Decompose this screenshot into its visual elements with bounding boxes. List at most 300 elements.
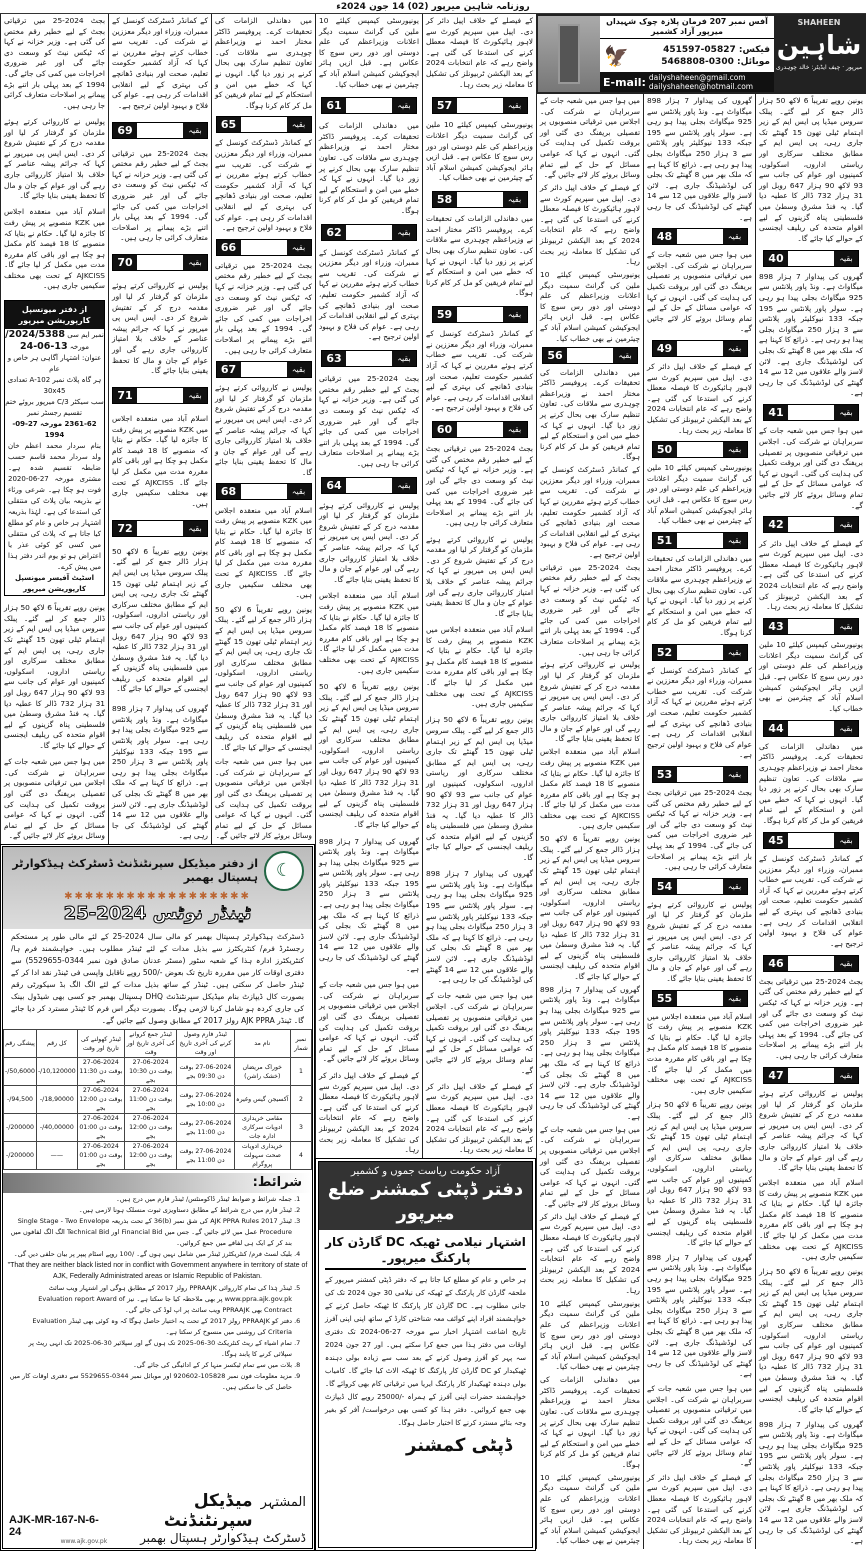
- continuation-number: 66: [217, 240, 241, 255]
- article-text: کے کمانڈر ڈسٹرکٹ کونسل کے ممبران، وزراء اور دیگر معززین نے شرکت کی۔ تقریب سے خطاب کرتے ہوئے مقررین نے کہا کہ آزاد کشمیر حکومت تعلیم، صحت اور بنیادی ڈھانچے کی بہتری کے لیے انقلابی اقدامات کر رہی ہے۔ عوام کی فلاح و بہبود اولین ترجیح ہے۔: [647, 665, 752, 760]
- notice-subject: عنوان: اشتہار آگاہی ہر خاص و عام: [7, 353, 102, 373]
- continuation-spacer: [677, 533, 723, 548]
- condition-item: 7. تمام اشیاء کے ریٹ کنٹریکٹ 30-06-2025 تک ہوں گے اور سپلائیر 30-06-2025 تک انہی ریٹ پر سپلائی کرنے کا پابند ہوگا۔: [9, 1338, 292, 1360]
- article-text: بجٹ 2024-25 میں ترقیاتی بجٹ کے لیے خطیر رقم مختص کی گئی ہے۔ وزیر خزانہ نے کہا کہ ٹیکس نیٹ کو وسعت دی جائے گی اور غیر ضروری اخراجات میں کمی کی جائے گی۔ 1994 کے بعد پہلی بار اتنے بڑے پیمانے پر اصلاحات متعارف کرائی جا رہی ہیں۔: [759, 976, 863, 1061]
- table-cell: 200000/-: [4, 1142, 37, 1170]
- article-text: میں ہوا جس میں شعبہ جات کے سربراہان نے شرکت کی۔ اجلاس میں ترقیاتی منصوبوں پر تفصیلی بریفنگ دی گئی اور بروقت تکمیل کی ہدایت کی گئی۔ انہوں نے کہا کہ عوامی مسائل کے حل کے لیے تمام وسائل بروئے کار لائے جائیں گے۔: [647, 250, 752, 334]
- article-text: بجٹ 2024-25 میں ترقیاتی بجٹ کے لیے خطیر رقم مختص کی گئی ہے۔ وزیر خزانہ نے کہا کہ ٹیکس نیٹ کو وسعت دی جائے گی اور غیر ضروری اخراجات میں کمی کی جائے گی۔ 1994 کے بعد پہلی بار اتنے بڑے پیمانے پر اصلاحات متعارف کرائی جا رہی ہیں۔: [4, 16, 106, 110]
- continuation-label: بقیہ: [834, 517, 858, 532]
- table-cell: 3: [290, 1114, 311, 1142]
- condition-item: 9. مزید معلومات فون نمبر 105828-920602 اور موبائل نمبر 0344-5529655 سے دفتری اوقات کار میں حاصل کی جا سکتی ہیں۔: [9, 1371, 292, 1393]
- table-cell: 18,90000/-: [36, 1086, 77, 1114]
- continuation-label: بقیہ: [392, 478, 416, 493]
- continuation-number: 40: [764, 251, 788, 266]
- continuation-label: بقیہ: [183, 521, 207, 536]
- article-text: گھروں کی پیداوار 7 ہزار 898 میگاواٹ ہے۔ ونڈ پاور پلانٹس سے 925 میگاواٹ بجلی پیدا ہو رہی ہے۔ سولر پاور پلانٹس سے 195 جبکہ 133 نیوکلیئر پاور پلانٹس سے 3 ہزار 250 میگاواٹ بجلی پیدا ہو رہی ہے۔ ذرائع کا کہنا ہے کہ ملک بھر میں 8 گھنٹے تک بجلی کی لوڈشیڈنگ جاری ہے۔ لائن لاسز والے علاقوں میں 12 سے 14 گھنٹے کی لوڈشیڈنگ کی جا رہی ہے۔: [647, 1252, 753, 1379]
- continuation-number: 56: [543, 348, 567, 363]
- condition-item: 1. جملہ شرائط و ضوابط ٹینڈر ڈاکومنٹس/ ٹینڈر فارم میں درج ہیں۔: [9, 1194, 292, 1205]
- continuation-number: 70: [113, 255, 137, 270]
- continuation-number: 49: [653, 341, 677, 356]
- continuation-spacer: [457, 307, 503, 322]
- table-cell: 27-06-2024 بوقت دن 01:00 بجے: [77, 1142, 124, 1170]
- article-text: کے فیصلے کے خلاف اپیل دائر کر دی۔ اپیل میں سپریم کورٹ سے لاہور ہائیکورٹ کا فیصلہ معطل کرنے کی استدعا کی گئی ہے۔ واضح رہے کہ عام انتخابات 2024 کے بعد الیکشن ٹربیونلز کی تشکیل کا معاملہ زیر بحث رہا۔: [540, 182, 640, 267]
- continuation-label: بقیہ: [287, 484, 311, 499]
- website-link[interactable]: www.ajk.gov.pk: [60, 1538, 108, 1545]
- condition-item: 6. دفتر کو PPRAAJK رولز 2017 کے تحت یہ اختیار حاصل ہوگا کہ وہ کوئی بھی ٹینڈر Evaluation Criteria کی روشنی میں منسوخ کر سکتا ہے۔: [9, 1316, 292, 1338]
- continuation-label: بقیہ: [834, 956, 858, 971]
- continuation-spacer: [241, 362, 287, 377]
- article-text: پولیس نے کارروائی کرتے ہوئے ملزمان کو گرفتار کر لیا اور مقدمہ درج کر کے تفتیش شروع کر دی۔ ایس ایس پی میرپور نے کہا کہ جرائم پیشہ عناصر کے خلاف بلا امتیاز کارروائی جاری رہے گی اور عوام کے جان و مال کا تحفظ یقینی بنایا جائے گا۔: [540, 660, 640, 744]
- continuation-spacer: [788, 619, 834, 634]
- article-text: پولیس نے کارروائی کرتے ہوئے ملزمان کو گرفتار کر لیا اور مقدمہ درج کر کے تفتیش شروع کر دی۔ ایس ایس پی میرپور نے کہا کہ جرائم پیشہ عناصر کے خلاف بلا امتیاز کارروائی جاری رہے گی اور عوام کے جان و مال کا تحفظ یقینی بنایا جائے گا۔: [112, 281, 208, 376]
- article-text: یونیورسٹی کیمپس کیلئے 10 ملین کی گرانٹ سمیت دیگر اعلانات وزیراعظم کی علم دوستی اور دور رس سوچ کا عکاس ہے۔ قبل ازیں ہائر ایجوکیشن کمیشن اسلام آباد کے چیئرمین نے بھی خطاب کیا۔: [759, 640, 863, 713]
- article-text: یونین روپے تقریباً 6 لاکھ 50 ہزار ڈالر جمع کر لیے گئے۔ پبلک سروس میڈیا پی ایس ایم کے زیر اہتمام ٹیلی تھون 15 گھنٹے تک جاری رہی، پی ایس ایم کے مطابق مختلف سرکاری اور ریاستی اداروں، اسکولوں، کمپنیوں اور عوام کی جانب سے 93 لاکھ 90 ہزار 647 روبل اور 31 ہزار 732 ڈالر کا عطیہ دیا گیا۔ یہ فنڈ مشرق وسطیٰ میں فلسطینی پناہ گزینوں کے لیے اقوام متحدہ کی ریلیف ایجنسی کے حوالے کیا جائے گا۔: [4, 603, 106, 750]
- continuation-number: 42: [764, 517, 788, 532]
- continuation-label: بقیہ: [834, 721, 858, 736]
- article-text: بجٹ 2024-25 میں ترقیاتی بجٹ کے لیے خطیر رقم مختص کی گئی ہے۔ وزیر خزانہ نے کہا کہ ٹیکس نیٹ کو وسعت دی جائے گی اور غیر ضروری اخراجات میں کمی کی جائے گی۔ 1994 کے بعد پہلی بار اتنے بڑے پیمانے پر اصلاحات متعارف کرائی جا رہی ہیں۔: [540, 562, 641, 657]
- left-block: [0, 14, 536, 1551]
- logo-english: SHAHEEN: [797, 18, 841, 27]
- auction-body: ہر خاص و عام کو مطلع کیا جاتا ہے کہ دفتر ڈپٹی کمشنر میرپور کے ملحقہ گارڈن کار پارکنگ کے ٹھیکہ کی نیلامی 30 جون 2024 تک کی جانی مطلوب ہے۔ DC گارڈن کار پارکنگ کا ٹھیکہ حاصل کرنے کے خواہشمند افراد اپنے کوائف معہ شناختی کارڈ کے ساتھ اپنی اپنی آفرز تاریخ اشاعت اشتہار اخبار سے مورخہ 27-06-2024 تک دفتری اوقات میں دفتر ہذا میں جمع کرا سکتے ہیں۔ اور 27 جون 2024 سہ پہر کو آفرز وصول کرنے کے بعد سب سے زیادہ بولی دہندہ ٹھیکیدار کو DC گارڈن کار پارکنگ کا ٹھیکہ الاٹ کیا جائے گا۔ کامیاب بولی دہندہ ٹھیکیدار کار پارکنگ ایریا میں ترقیاتی کام بھی کروائے گا۔ خواہشمند حضرات اپنی آفرز کے ہمراہ -/25000 روپے کال ڈیپازٹ بھی جمع کروائیں۔ دفتر ہذا کو کسی بھی درخواست/ آفر کو بغیر وجہ بتائے مسترد کرنے کا اختیار حاصل ہوگا۔: [325, 1276, 526, 1427]
- article-text: بجٹ 2024-25 میں ترقیاتی بجٹ کے لیے خطیر رقم مختص کی گئی ہے۔ وزیر خزانہ نے کہا کہ ٹیکس نیٹ کو وسعت دی جائے گی اور غیر ضروری اخراجات میں کمی کی جائے گی۔ 1994 کے بعد پہلی بار اتنے بڑے پیمانے پر اصلاحات متعارف کرائی جا رہی ہیں۔: [647, 788, 752, 872]
- continuation-box: [763, 1067, 859, 1084]
- continuation-label: بقیہ: [287, 362, 311, 377]
- continuation-number: 61: [322, 98, 346, 113]
- article-text: میں دھاندلی الزامات کی تحقیقات کرے۔ پروفیسر ڈاکٹر مختار احمد نے وزیراعظم چوہدری سے ملاقات کی۔ تعاون تنظیم سارک بھی بحال کرنے پر زور دیا گیا۔ انہوں نے کہا کہ خطے میں امن و استحکام کے لیے تمام فریقین کو مل کر کام کرنا ہوگا۔: [540, 367, 640, 462]
- continuation-box: [432, 191, 528, 208]
- ad-code: AJK-MR-167-N-6-24: [9, 1514, 99, 1538]
- table-header-row: [4, 1030, 312, 1058]
- article-text: یونین روپے تقریباً 6 لاکھ 50 ہزار ڈالر جمع کر لیے گئے۔ پبلک سروس میڈیا پی ایس ایم کے زیر اہتمام ٹیلی تھون 15 گھنٹے تک جاری رہی، پی ایس ایم کے مطابق مختلف سرکاری اور ریاستی اداروں، اسکولوں، کمپنیوں اور عوام کی جانب سے 93 لاکھ 90 ہزار 647 روبل اور 31 ہزار 732 ڈالر کا عطیہ دیا گیا۔ یہ فنڈ مشرق وسطیٰ میں فلسطینی پناہ گزینوں کے لیے اقوام متحدہ کی ریلیف ایجنسی کے حوالے کیا جائے گا۔: [759, 1267, 864, 1414]
- continuation-label: بقیہ: [723, 533, 747, 548]
- leaf-border-icon: ✱✱✱✱✱✱✱✱✱✱✱✱✱✱✱✱✱✱: [64, 891, 251, 902]
- article-text: میں ہوا جس میں شعبہ جات کے سربراہان نے شرکت کی۔ اجلاس میں ترقیاتی منصوبوں پر تفصیلی بریفنگ دی گئی اور بروقت تکمیل کی ہدایت کی گئی۔ انہوں نے کہا کہ عوامی مسائل کے حل کے لیے تمام وسائل بروئے کار لائے جائیں گے۔: [4, 757, 105, 841]
- continuation-spacer: [346, 351, 392, 366]
- continuation-box: [112, 387, 208, 404]
- notice-body: بنام سردار محمد اعظم خان ولد سردار محمد قاسم حسب ضابطہ تقسیم شدہ ہے۔ مشتری مورخہ 27-06-2020 فوت ہو چکا ہے۔ شرعی ورثاء نے بذریعہ بیان پلاٹ کی منتقلی کی استدعا کی ہے۔ لہٰذا بذریعہ اشتہار ہر خاص و عام کو مطلع کیا جاتا ہے کہ پلاٹ کی منتقلی میں کسی کو کوئی عذر یا اعتراض ہو تو یوم اندر دفتر ہذا میں پیش کرے۔: [8, 441, 101, 571]
- table-cell: 27-06-2024 بوقت دن 09:30 بجے: [177, 1058, 234, 1086]
- continuation-number: 67: [217, 362, 241, 377]
- continuation-box: [652, 441, 748, 458]
- news-column: [755, 94, 866, 1549]
- article-text: یونیورسٹی کیمپس کیلئے 10 ملین کی گرانٹ سمیت دیگر اعلانات وزیراعظم کی علم دوستی اور دور رس سوچ کا عکاس ہے۔ قبل ازیں ہائر ایجوکیشن کمیشن اسلام آباد کے چیئرمین نے بھی خطاب کیا۔: [540, 1298, 640, 1372]
- table-cell: خوراک مریضاں (خشک راشن): [234, 1058, 290, 1086]
- dc-office: دفتر ڈپٹی کمشنر ضلع میرپور: [327, 1179, 524, 1224]
- continuation-box: [216, 116, 312, 133]
- article-text: میں ہوا جس میں شعبہ جات کے سربراہان نے شرکت کی۔ اجلاس میں ترقیاتی منصوبوں پر تفصیلی بریفنگ دی گئی اور بروقت تکمیل کی ہدایت کی گئی۔ انہوں نے کہا کہ عوامی مسائل کے حل کے لیے تمام وسائل بروئے کار لائے جائیں گے۔: [759, 426, 863, 510]
- continuation-number: 51: [653, 533, 677, 548]
- article-text: اسلام آباد میں منعقدہ اجلاس میں KZK منصوبے پر پیش رفت کا جائزہ لیا گیا۔ حکام نے بتایا کہ منصوبے کا 18 فیصد کام مکمل ہو چکا ہے اور باقی کام مقررہ مدت میں مکمل کر لیا جائے گا۔ AJKCISS کے تحت بھی مختلف سکیمیں جاری ہیں۔: [759, 1178, 863, 1262]
- table-cell: مقامی خریداری ادویات سرکاری ادارہ جات: [234, 1114, 290, 1142]
- continuation-box: [112, 254, 208, 271]
- continuation-spacer: [788, 517, 834, 532]
- continuation-label: بقیہ: [287, 117, 311, 132]
- table-header: ٹینڈر کھولنے کی تاریخ اور وقت: [77, 1030, 124, 1058]
- continuation-number: 60: [433, 422, 457, 437]
- clock-tower-photo: [538, 16, 600, 92]
- continuation-label: بقیہ: [723, 767, 747, 782]
- article-text: یونیورسٹی کیمپس کیلئے 10 ملین کی گرانٹ سمیت دیگر اعلانات وزیراعظم کی علم دوستی اور دور رس سوچ کا عکاس ہے۔ قبل ازیں ہائر ایجوکیشن کمیشن اسلام آباد کے چیئرمین نے بھی خطاب کیا۔: [319, 16, 419, 89]
- continuation-spacer: [788, 1068, 834, 1083]
- continuation-spacer: [346, 478, 392, 493]
- continuation-label: بقیہ: [834, 833, 858, 848]
- article-text: اسلام آباد میں منعقدہ اجلاس میں KZK منصوبے پر پیش رفت کا جائزہ لیا گیا۔ حکام نے بتایا کہ منصوبے کا 18 فیصد کام مکمل ہو چکا ہے اور باقی کام مقررہ مدت میں مکمل کر لیا جائے گا۔ AJKCISS کے تحت بھی مختلف سکیمیں جاری ہیں۔: [319, 591, 420, 675]
- article-text: یونین روپے تقریباً 6 لاکھ 50 ہزار ڈالر جمع کر لیے گئے۔ پبلک سروس میڈیا پی ایس ایم کے زیر اہتمام ٹیلی تھون 15 گھنٹے تک جاری رہی، پی ایس ایم کے مطابق مختلف سرکاری اور ریاستی اداروں، اسکولوں، کمپنیوں اور عوام کی جانب سے 93 لاکھ 90 ہزار 647 روبل اور 31 ہزار 732 ڈالر کا عطیہ دیا گیا۔ یہ فنڈ مشرق وسطیٰ میں فلسطینی پناہ گزینوں کے لیے اقوام متحدہ کی ریلیف ایجنسی کے حوالے کیا جائے گا۔: [426, 715, 534, 863]
- article-text: میں دھاندلی الزامات کی تحقیقات کرے۔ پروفیسر ڈاکٹر مختار احمد نے وزیراعظم چوہدری سے ملاقات کی۔ تعاون تنظیم سارک بھی بحال کرنے پر زور دیا گیا۔ انہوں نے کہا کہ خطے میں امن و استحکام کے لیے تمام فریقین کو مل کر کام کرنا ہوگا۔: [758, 741, 863, 825]
- continuation-number: 65: [217, 117, 241, 132]
- article-text: کے فیصلے کے خلاف اپیل دائر کر دی۔ اپیل میں سپریم کورٹ سے لاہور ہائیکورٹ کا فیصلہ معطل کرنے کی استدعا کی گئی ہے۔ واضح رہے کہ عام انتخابات 2024 کے بعد الیکشن ٹربیونلز کی تشکیل کا معاملہ زیر بحث رہا۔: [426, 16, 533, 89]
- corporation-notice: [4, 300, 105, 596]
- news-column: [536, 94, 643, 1549]
- advertiser-label: المشتہر: [260, 1495, 306, 1510]
- continuation-box: [216, 239, 312, 256]
- continuation-number: 55: [653, 991, 677, 1006]
- continuation-spacer: [457, 192, 503, 207]
- continuation-box: [763, 404, 859, 421]
- continuation-label: بقیہ: [723, 442, 747, 457]
- article-text: کے کمانڈر ڈسٹرکٹ کونسل کے ممبران، وزراء اور دیگر معززین نے شرکت کی۔ تقریب سے خطاب کرتے ہوئے مقررین نے کہا کہ آزاد کشمیر حکومت تعلیم، صحت اور بنیادی ڈھانچے کی بہتری کے لیے انقلابی اقدامات کر رہی ہے۔ عوام کی فلاح و بہبود اولین ترجیح ہے۔: [426, 329, 533, 413]
- article-text: یونین روپے تقریباً 6 لاکھ 50 ہزار ڈالر جمع کر لیے گئے۔ پبلک سروس میڈیا پی ایس ایم کے زیر اہتمام ٹیلی تھون 15 گھنٹے تک جاری رہی، پی ایس ایم کے مطابق مختلف سرکاری اور ریاستی اداروں، اسکولوں، کمپنیوں اور عوام کی جانب سے 93 لاکھ 90 ہزار 647 روبل اور 31 ہزار 732 ڈالر کا عطیہ دیا گیا۔ یہ فنڈ مشرق وسطیٰ میں فلسطینی پناہ گزینوں کے لیے اقوام متحدہ کی ریلیف ایجنسی کے حوالے کیا جائے گا۔: [319, 682, 419, 829]
- table-cell: 27-06-2024 بوقت دن 11:30 بجے: [77, 1058, 124, 1086]
- article-text: کے فیصلے کے خلاف اپیل دائر کر دی۔ اپیل میں سپریم کورٹ سے لاہور ہائیکورٹ کا فیصلہ معطل کرنے کی استدعا کی گئی ہے۔ واضح رہے کہ عام انتخابات 2024 کے بعد الیکشن ٹربیونلز کی تشکیل کا معاملہ زیر بحث رہا۔: [647, 1472, 752, 1546]
- article-text: میں ہوا جس میں شعبہ جات کے سربراہان نے شرکت کی۔ اجلاس میں ترقیاتی منصوبوں پر تفصیلی بریفنگ دی گئی اور بروقت تکمیل کی ہدایت کی گئی۔ انہوں نے کہا کہ عوامی مسائل کے حل کے لیے تمام وسائل بروئے کار لائے جائیں گے۔: [540, 1124, 640, 1208]
- notice-number: 2024/5388/: [5, 328, 65, 340]
- continuation-label: بقیہ: [613, 348, 637, 363]
- table-cell: 4: [290, 1142, 311, 1170]
- notice-registration: 2361-62 مورخہ 27-09-1994: [12, 419, 97, 439]
- condition-item: 5. ٹینڈر ہٰذا کی تمام کارروائی PPRAAJK رولز 2017 کے مطابق ہوگی اور اشتہار ویب سائٹ www.ppra.ajk.gov.pk پر بھی ملاحظہ کیا جا سکتا ہے۔ نیز Evaluation report Award of Contract بھی PPRAAJK ویب سائٹ پر اپ لوڈ کی جائے گی۔: [9, 1283, 292, 1316]
- conditions-list: [3, 1282, 312, 1393]
- news-column: [315, 14, 422, 1158]
- continuation-number: 47: [764, 1068, 788, 1083]
- gov-heading: آزاد حکومت ریاست جموں و کشمیر: [351, 1166, 500, 1177]
- news-column: [0, 14, 108, 844]
- continuation-box: [216, 483, 312, 500]
- continuation-label: بقیہ: [392, 98, 416, 113]
- article-text: کے فیصلے کے خلاف اپیل دائر کر دی۔ اپیل میں سپریم کورٹ سے لاہور ہائیکورٹ کا فیصلہ معطل کرنے کی استدعا کی گئی ہے۔ واضح رہے کہ عام انتخابات 2024 کے بعد الیکشن ٹربیونلز کی تشکیل کا معاملہ زیر بحث رہا۔: [759, 538, 863, 612]
- continuation-box: [763, 955, 859, 972]
- table-cell: ——: [36, 1142, 77, 1170]
- continuation-box: [216, 361, 312, 378]
- article-text: یونیورسٹی کیمپس کیلئے 10 ملین کی گرانٹ سمیت دیگر اعلانات وزیراعظم کی علم دوستی اور دور رس سوچ کا عکاس ہے۔ قبل ازیں ہائر ایجوکیشن کمیشن اسلام آباد کے چیئرمین نے بھی خطاب کیا۔: [647, 463, 752, 526]
- continuation-label: بقیہ: [503, 307, 527, 322]
- table-cell: 27-06-2024 بوقت دن 12:00 بجے: [124, 1142, 176, 1170]
- continuation-spacer: [137, 255, 183, 270]
- right-block: [536, 14, 866, 1549]
- continuation-spacer: [677, 442, 723, 457]
- continuation-box: [652, 766, 748, 783]
- table-cell: آکسیجن گیس وغیرہ: [234, 1086, 290, 1114]
- condition-item: 2. ٹینڈر فارم میں درج شرائط کے مطابق دستاویزی ثبوت منسلک ہونا لازمی ہیں۔: [9, 1205, 292, 1216]
- continuation-number: 64: [322, 478, 346, 493]
- article-text: کے فیصلے کے خلاف اپیل دائر کر دی۔ اپیل میں سپریم کورٹ سے لاہور ہائیکورٹ کا فیصلہ معطل کرنے کی استدعا کی گئی ہے۔ واضح رہے کہ عام انتخابات 2024 کے بعد الیکشن ٹربیونلز کی تشکیل کا معاملہ زیر بحث رہا۔: [319, 1071, 419, 1155]
- continuation-number: 50: [653, 442, 677, 457]
- continuation-label: بقیہ: [183, 388, 207, 403]
- tender-office: از دفتر میڈیکل سپرنٹنڈنٹ ڈسٹرکٹ ہیڈکوارٹر ہسپتال بھمبر: [12, 857, 258, 884]
- conditions-list: [3, 1193, 312, 1260]
- table-cell: خریداری ادویات صحت سہولت پروگرام: [234, 1142, 290, 1170]
- article-text: کے کمانڈر ڈسٹرکٹ کونسل کے ممبران، وزراء اور دیگر معززین نے شرکت کی۔ تقریب سے خطاب کرتے ہوئے مقررین نے کہا کہ آزاد کشمیر حکومت تعلیم، صحت اور بنیادی ڈھانچے کی بہتری کے لیے انقلابی اقدامات کر رہی ہے۔ عوام کی فلاح و بہبود اولین ترجیح ہے۔: [215, 138, 312, 233]
- continuation-spacer: [241, 117, 287, 132]
- continuation-number: 71: [113, 388, 137, 403]
- tender-table: [3, 1029, 312, 1170]
- logo-city: میرپور: [846, 64, 863, 71]
- table-cell: 200000/-: [4, 1114, 37, 1142]
- auction-title: اشتہار نیلامی ٹھیکہ DC گارڈن کار پارکنگ میرپور۔: [325, 1230, 526, 1270]
- continuation-label: بقیہ: [183, 255, 207, 270]
- ajk-emblem-icon: ☾: [264, 851, 304, 891]
- article-text: کے فیصلے کے خلاف اپیل دائر کر دی۔ اپیل میں سپریم کورٹ سے لاہور ہائیکورٹ کا فیصلہ معطل کرنے کی استدعا کی گئی ہے۔ واضح رہے کہ عام انتخابات 2024 کے بعد الیکشن ٹربیونلز کی تشکیل کا معاملہ زیر بحث رہا۔: [647, 362, 752, 435]
- continuation-box: [652, 644, 748, 661]
- continuation-number: 45: [764, 833, 788, 848]
- date-label: مورخہ: [69, 342, 90, 351]
- table-row: [4, 1086, 312, 1114]
- continuation-label: بقیہ: [723, 991, 747, 1006]
- continuation-label: بقیہ: [392, 351, 416, 366]
- article-text: میں دھاندلی الزامات کی تحقیقات کرے۔ پروفیسر ڈاکٹر مختار احمد نے وزیراعظم چوہدری سے ملاقات کی۔ تعاون تنظیم سارک بھی بحال کرنے پر زور دیا گیا۔ انہوں نے کہا کہ خطے میں امن و استحکام کے لیے تمام فریقین کو مل کر کام کرنا ہوگا۔: [647, 553, 752, 637]
- notice-sector: سب سیکٹر C/3 میرپور بروئے ختم تقسیم رجسٹر نمبر: [5, 397, 104, 417]
- continuation-box: [321, 224, 417, 241]
- signatory: میڈیکل سپرنٹنڈنٹ: [163, 1491, 253, 1531]
- continuation-spacer: [567, 348, 613, 363]
- continuation-spacer: [457, 422, 503, 437]
- continuation-number: 52: [653, 645, 677, 660]
- continuation-box: [652, 532, 748, 549]
- masthead: [536, 14, 866, 94]
- conditions-heading: شرائط:: [3, 1173, 312, 1193]
- declaration: "That they are neither black listed nor in conflict with Government anywhere in territory of state of AJK, Federally Administrated areas or Islamic Republic of Pakistan.: [7, 1262, 308, 1280]
- continuation-spacer: [788, 956, 834, 971]
- article-text: میں ہوا جس میں شعبہ جات کے سربراہان نے شرکت کی۔ اجلاس میں ترقیاتی منصوبوں پر تفصیلی بریفنگ دی گئی اور بروقت تکمیل کی ہدایت کی گئی۔ انہوں نے کہا کہ عوامی مسائل کے حل کے لیے تمام وسائل بروئے کار لائے جائیں گے۔: [647, 1383, 752, 1468]
- article-text: یونیورسٹی کیمپس کیلئے 10 ملین کی گرانٹ سمیت دیگر اعلانات وزیراعظم کی علم دوستی اور دور رس سوچ کا عکاس ہے۔ قبل ازیں ہائر ایجوکیشن کمیشن اسلام آباد کے چیئرمین نے بھی خطاب کیا۔: [540, 269, 640, 343]
- continuation-label: بقیہ: [503, 98, 527, 113]
- continuation-box: [763, 720, 859, 737]
- table-cell: 94,500/-: [4, 1086, 37, 1114]
- continuation-number: 68: [217, 484, 241, 499]
- table-row: [4, 1142, 312, 1170]
- continuation-box: [321, 97, 417, 114]
- continuation-number: 44: [764, 721, 788, 736]
- continuation-spacer: [677, 767, 723, 782]
- continuation-label: بقیہ: [723, 879, 747, 894]
- continuation-number: 54: [653, 879, 677, 894]
- continuation-spacer: [677, 341, 723, 356]
- table-cell: 1: [290, 1058, 311, 1086]
- continuation-label: بقیہ: [723, 645, 747, 660]
- continuation-box: [432, 421, 528, 438]
- article-text: کے کمانڈر ڈسٹرکٹ کونسل کے ممبران، وزراء اور دیگر معززین نے شرکت کی۔ تقریب سے خطاب کرتے ہوئے مقررین نے کہا کہ آزاد کشمیر حکومت تعلیم، صحت اور بنیادی ڈھانچے کی بہتری کے لیے انقلابی اقدامات کر رہی ہے۔ عوام کی فلاح و بہبود اولین ترجیح ہے۔: [540, 465, 640, 559]
- news-column: [211, 14, 315, 844]
- article-text: یونیورسٹی کیمپس کیلئے 10 ملین کی گرانٹ سمیت دیگر اعلانات وزیراعظم کی علم دوستی اور دور رس سوچ کا عکاس ہے۔ قبل ازیں ہائر ایجوکیشن کمیشن اسلام آباد کے چیئرمین نے بھی خطاب کیا۔: [540, 1472, 640, 1546]
- continuation-label: بقیہ: [183, 123, 207, 138]
- article-text: بجٹ 2024-25 میں ترقیاتی بجٹ کے لیے خطیر رقم مختص کی گئی ہے۔ وزیر خزانہ نے کہا کہ ٹیکس نیٹ کو وسعت دی جائے گی اور غیر ضروری اخراجات میں کمی کی جائے گی۔ 1994 کے بعد پہلی بار اتنے بڑے پیمانے پر اصلاحات متعارف کرائی جا رہی ہیں۔: [112, 148, 209, 243]
- article-text: یونین روپے تقریباً 6 لاکھ 50 ہزار ڈالر جمع کر لیے گئے۔ پبلک سروس میڈیا پی ایس ایم کے زیر اہتمام ٹیلی تھون 15 گھنٹے تک جاری رہی، پی ایس ایم کے مطابق مختلف سرکاری اور ریاستی اداروں، اسکولوں، کمپنیوں اور عوام کی جانب سے 93 لاکھ 90 ہزار 647 روبل اور 31 ہزار 732 ڈالر کا عطیہ دیا گیا۔ یہ فنڈ مشرق وسطیٰ میں فلسطینی پناہ گزینوں کے لیے اقوام متحدہ کی ریلیف ایجنسی کے حوالے کیا جائے گا۔: [112, 546, 209, 694]
- notice-plot: ہر گاہ پلاٹ نمبر 102-A تعدادی 30x45: [7, 375, 102, 395]
- article-text: یونین روپے تقریباً 6 لاکھ 50 ہزار ڈالر جمع کر لیے گئے۔ پبلک سروس میڈیا پی ایس ایم کے زیر اہتمام ٹیلی تھون 15 گھنٹے تک جاری رہی، پی ایس ایم کے مطابق مختلف سرکاری اور ریاستی اداروں، اسکولوں، کمپنیوں اور عوام کی جانب سے 93 لاکھ 90 ہزار 647 روبل اور 31 ہزار 732 ڈالر کا عطیہ دیا گیا۔ یہ فنڈ مشرق وسطیٰ میں فلسطینی پناہ گزینوں کے لیے اقوام متحدہ کی ریلیف ایجنسی کے حوالے کیا جائے گا۔: [759, 96, 864, 243]
- tender-title: ٹینڈر نوٹس 2024-25: [63, 903, 252, 924]
- article-text: اسلام آباد میں منعقدہ اجلاس میں KZK منصوبے پر پیش رفت کا جائزہ لیا گیا۔ حکام نے بتایا کہ منصوبے کا 18 فیصد کام مکمل ہو چکا ہے اور باقی کام مقررہ مدت میں مکمل کر لیا جائے گا۔ AJKCISS کے تحت بھی مختلف سکیمیں جاری ہیں۔: [426, 624, 533, 709]
- article-text: گھروں کی پیداوار 7 ہزار 898 میگاواٹ ہے۔ ونڈ پاور پلانٹس سے 925 میگاواٹ بجلی پیدا ہو رہی ہے۔ سولر پاور پلانٹس سے 195 جبکہ 133 نیوکلیئر پاور پلانٹس سے 3 ہزار 250 میگاواٹ بجلی پیدا ہو رہی ہے۔ ذرائع کا کہنا ہے کہ ملک بھر میں 8 گھنٹے تک بجلی کی لوڈشیڈنگ جاری ہے۔ لائن لاسز والے علاقوں میں 12 سے 14 گھنٹے کی لوڈشیڈنگ کی جا رہی ہے۔: [426, 869, 533, 985]
- article-text: یونین روپے تقریباً 6 لاکھ 50 ہزار ڈالر جمع کر لیے گئے۔ پبلک سروس میڈیا پی ایس ایم کے زیر اہتمام ٹیلی تھون 15 گھنٹے تک جاری رہی، پی ایس ایم کے مطابق مختلف سرکاری اور ریاستی اداروں، اسکولوں، کمپنیوں اور عوام کی جانب سے 93 لاکھ 90 ہزار 647 روبل اور 31 ہزار 732 ڈالر کا عطیہ دیا گیا۔ یہ فنڈ مشرق وسطیٰ میں فلسطینی پناہ گزینوں کے لیے اقوام متحدہ کی ریلیف ایجنسی کے حوالے کیا جائے گا۔: [647, 1100, 753, 1248]
- article-text: پولیس نے کارروائی کرتے ہوئے ملزمان کو گرفتار کر لیا اور مقدمہ درج کر کے تفتیش شروع کر دی۔ ایس ایس پی میرپور نے کہا کہ جرائم پیشہ عناصر کے خلاف بلا امتیاز کارروائی جاری رہے گی اور عوام کے جان و مال کا تحفظ یقینی بنایا جائے گا۔: [759, 1089, 863, 1173]
- table-cell: 10,120000/-: [36, 1058, 77, 1086]
- article-text: کے فیصلے کے خلاف اپیل دائر کر دی۔ اپیل میں سپریم کورٹ سے لاہور ہائیکورٹ کا فیصلہ معطل کرنے کی استدعا کی گئی ہے۔ واضح رہے کہ عام انتخابات 2024 کے بعد الیکشن ٹربیونلز کی تشکیل کا معاملہ زیر بحث رہا۔: [540, 1211, 640, 1295]
- email-label: E-mail:: [603, 75, 646, 89]
- continuation-spacer: [137, 521, 183, 536]
- table-cell: 2: [290, 1086, 311, 1114]
- continuation-number: 58: [433, 192, 457, 207]
- article-text: میں ہوا جس میں شعبہ جات کے سربراہان نے شرکت کی۔ اجلاس میں ترقیاتی منصوبوں پر تفصیلی بریفنگ دی گئی اور بروقت تکمیل کی ہدایت کی گئی۔ انہوں نے کہا کہ عوامی مسائل کے حل کے لیے تمام وسائل بروئے کار لائے جائیں گے۔: [319, 980, 419, 1064]
- table-cell: 27-06-2024 بوقت دن 10:30 بجے: [124, 1058, 176, 1086]
- dateline: روزنامہ شاہین میرپور (02) 14 جون 2024ء: [0, 0, 866, 14]
- continuation-box: [321, 477, 417, 494]
- continuation-box: [763, 832, 859, 849]
- table-header: کل رقم: [36, 1030, 77, 1058]
- article-text: اسلام آباد میں منعقدہ اجلاس میں KZK منصوبے پر پیش رفت کا جائزہ لیا گیا۔ حکام نے بتایا کہ منصوبے کا 18 فیصد کام مکمل ہو چکا ہے اور باقی کام مقررہ مدت میں مکمل کر لیا جائے گا۔ AJKCISS کے تحت بھی مختلف سکیمیں جاری ہیں۔: [647, 1011, 752, 1095]
- continuation-label: بقیہ: [287, 240, 311, 255]
- continuation-spacer: [457, 98, 503, 113]
- condition-item: 4. بلیک لسٹ فرم/ کنٹریکٹرز ٹینڈر میں شامل نہیں ہوں گے۔ /100 روپے اسٹام پیپر پر بیان حلفی دیں گی۔: [9, 1249, 292, 1260]
- continuation-box: [763, 618, 859, 635]
- article-text: بجٹ 2024-25 میں ترقیاتی بجٹ کے لیے خطیر رقم مختص کی گئی ہے۔ وزیر خزانہ نے کہا کہ ٹیکس نیٹ کو وسعت دی جائے گی اور غیر ضروری اخراجات میں کمی کی جائے گی۔ 1994 کے بعد پہلی بار اتنے بڑے پیمانے پر اصلاحات متعارف کرائی جا رہی ہیں۔: [319, 374, 420, 468]
- article-text: گھروں کی پیداوار 7 ہزار 898 میگاواٹ ہے۔ ونڈ پاور پلانٹس سے 925 میگاواٹ بجلی پیدا ہو رہی ہے۔ سولر پاور پلانٹس سے 195 جبکہ 133 نیوکلیئر پاور پلانٹس سے 3 ہزار 250 میگاواٹ بجلی پیدا ہو رہی ہے۔ ذرائع کا کہنا ہے کہ ملک بھر میں 8 گھنٹے تک بجلی کی لوڈشیڈنگ جاری ہے۔ لائن لاسز والے علاقوں میں 12 سے 14 گھنٹے کی لوڈشیڈنگ کی جا رہی ہے۔: [540, 984, 641, 1121]
- table-header: ٹینڈر فارم وصول کرنے کی آخری تاریخ اور وقت: [177, 1030, 234, 1058]
- article-text: اسلام آباد میں منعقدہ اجلاس میں KZK منصوبے پر پیش رفت کا جائزہ لیا گیا۔ حکام نے بتایا کہ منصوبے کا 18 فیصد کام مکمل ہو چکا ہے اور باقی کام مقررہ مدت میں مکمل کر لیا جائے گا۔ AJKCISS کے تحت بھی مختلف سکیمیں جاری ہیں۔: [112, 414, 208, 508]
- editor: چیف ایڈیٹر: خالد چوہدری: [775, 64, 841, 71]
- article-text: کے فیصلے کے خلاف اپیل دائر کر دی۔ اپیل میں سپریم کورٹ سے لاہور ہائیکورٹ کا فیصلہ معطل کرنے کی استدعا کی گئی ہے۔ واضح رہے کہ عام انتخابات 2024 کے بعد الیکشن ٹربیونلز کی تشکیل کا معاملہ زیر بحث رہا۔: [426, 1081, 533, 1155]
- article-text: میں دھاندلی الزامات کی تحقیقات کرے۔ پروفیسر ڈاکٹر مختار احمد نے وزیراعظم چوہدری سے ملاقات کی۔ تعاون تنظیم سارک بھی بحال کرنے پر زور دیا گیا۔ انہوں نے کہا کہ خطے میں امن و استحکام کے لیے تمام فریقین کو مل کر کام کرنا ہوگا۔: [540, 1375, 640, 1469]
- office-address: آفس نمبر 207 فرمان پلازہ چوک شہیداں میرپور آزاد کشمیر: [600, 16, 774, 39]
- continuation-box: [652, 878, 748, 895]
- continuation-spacer: [346, 225, 392, 240]
- news-column: [422, 14, 536, 1158]
- condition-item: 8. بلات میں سے تمام ٹیکسز منہا کر کے ادائیگی کی جائے گی۔: [9, 1360, 292, 1371]
- continuation-label: بقیہ: [503, 422, 527, 437]
- continuation-label: بقیہ: [723, 341, 747, 356]
- continuation-box: [432, 306, 528, 323]
- continuation-box: [763, 516, 859, 533]
- continuation-box: [432, 97, 528, 114]
- email-hotmail[interactable]: dailyshaheen@hotmail.com: [648, 82, 754, 91]
- table-cell: 27-06-2024 بوقت دن 11:00 بجے: [177, 1142, 234, 1170]
- dc-signature: ڈپٹی کمشنر: [406, 1435, 512, 1456]
- continuation-box: [652, 228, 748, 245]
- article-text: میں دھاندلی الزامات کی تحقیقات کرے۔ پروفیسر ڈاکٹر مختار احمد نے وزیراعظم چوہدری سے ملاقات کی۔ تعاون تنظیم سارک بھی بحال کرنے پر زور دیا گیا۔ انہوں نے کہا کہ خطے میں امن و استحکام کے لیے تمام فریقین کو مل کر کام کرنا ہوگا۔: [215, 16, 312, 110]
- condition-item: 3. ٹینڈر AJK PPRA Rules 2017 کی شق نمبر (b)36 کے تحت بذریعہ Single Stage - Two Envelope Procedure عمل میں لائے جائیں گے۔ جس میں Financial Bid اور Technical Bid الگ الگ لفافوں میں بند کر کے ایک ہی لفافے میں جمع کروائیں۔: [9, 1216, 292, 1249]
- news-column: [108, 14, 211, 844]
- article-text: پولیس نے کارروائی کرتے ہوئے ملزمان کو گرفتار کر لیا اور مقدمہ درج کر کے تفتیش شروع کر دی۔ ایس ایس پی میرپور نے کہا کہ جرائم پیشہ عناصر کے خلاف بلا امتیاز کارروائی جاری رہے گی اور عوام کے جان و مال کا تحفظ یقینی بنایا جائے گا۔: [4, 116, 105, 201]
- continuation-box: [542, 347, 638, 364]
- tender-notice-ad: [0, 844, 315, 1551]
- table-cell: 27-06-2024 بوقت دن 12:00 بجے: [124, 1114, 176, 1142]
- article-text: کے کمانڈر ڈسٹرکٹ کونسل کے ممبران، وزراء اور دیگر معززین نے شرکت کی۔ تقریب سے خطاب کرتے ہوئے مقررین نے کہا کہ آزاد کشمیر حکومت تعلیم، صحت اور بنیادی ڈھانچے کی بہتری کے لیے انقلابی اقدامات کر رہی ہے۔ عوام کی فلاح و بہبود اولین ترجیح ہے۔: [112, 16, 208, 110]
- continuation-number: 59: [433, 307, 457, 322]
- article-text: بجٹ 2024-25 میں ترقیاتی بجٹ کے لیے خطیر رقم مختص کی گئی ہے۔ وزیر خزانہ نے کہا کہ ٹیکس نیٹ کو وسعت دی جائے گی اور غیر ضروری اخراجات میں کمی کی جائے گی۔ 1994 کے بعد پہلی بار اتنے بڑے پیمانے پر اصلاحات متعارف کرائی جا رہی ہیں۔: [426, 444, 533, 528]
- continuation-box: [763, 250, 859, 267]
- article-text: یونیورسٹی کیمپس کیلئے 10 ملین کی گرانٹ سمیت دیگر اعلانات وزیراعظم کی علم دوستی اور دور رس سوچ کا عکاس ہے۔ قبل ازیں ہائر ایجوکیشن کمیشن اسلام آباد کے چیئرمین نے بھی خطاب کیا۔: [426, 120, 533, 183]
- article-text: گھروں کی پیداوار 7 ہزار 898 میگاواٹ ہے۔ ونڈ پاور پلانٹس سے 925 میگاواٹ بجلی پیدا ہو رہی ہے۔ سولر پاور پلانٹس سے 195 جبکہ 133 نیوکلیئر پاور پلانٹس سے 3 ہزار 250 میگاواٹ بجلی پیدا ہو رہی ہے۔ ذرائع کا کہنا ہے کہ ملک بھر میں 8 گھنٹے تک بجلی کی لوڈشیڈنگ جاری ہے۔ لائن لاسز والے علاقوں میں 12 سے 14 گھنٹے کی لوڈشیڈنگ کی جا رہی ہے۔: [112, 704, 208, 841]
- table-cell: 27-06-2024 بوقت دن 12:00 بجے: [77, 1086, 124, 1114]
- article-text: میں ہوا جس میں شعبہ جات کے سربراہان نے شرکت کی۔ اجلاس میں ترقیاتی منصوبوں پر تفصیلی بریفنگ دی گئی اور بروقت تکمیل کی ہدایت کی گئی۔ انہوں نے کہا کہ عوامی مسائل کے حل کے لیے تمام وسائل بروئے کار لائے جائیں گے۔: [426, 991, 533, 1075]
- table-cell: 27-06-2024 بوقت دن 01:00 بجے: [77, 1114, 124, 1142]
- article-text: میں دھاندلی الزامات کی تحقیقات کرے۔ پروفیسر ڈاکٹر مختار احمد نے وزیراعظم چوہدری سے ملاقات کی۔ تعاون تنظیم سارک بھی بحال کرنے پر زور دیا گیا۔ انہوں نے کہا کہ خطے میں امن و استحکام کے لیے تمام فریقین کو مل کر کام کرنا ہوگا۔: [319, 121, 419, 215]
- article-text: یونین روپے تقریباً 6 لاکھ 50 ہزار ڈالر جمع کر لیے گئے۔ پبلک سروس میڈیا پی ایس ایم کے زیر اہتمام ٹیلی تھون 15 گھنٹے تک جاری رہی، پی ایس ایم کے مطابق مختلف سرکاری اور ریاستی اداروں، اسکولوں، کمپنیوں اور عوام کی جانب سے 93 لاکھ 90 ہزار 647 روبل اور 31 ہزار 732 ڈالر کا عطیہ دیا گیا۔ یہ فنڈ مشرق وسطیٰ میں فلسطینی پناہ گزینوں کے لیے اقوام متحدہ کی ریلیف ایجنسی کے حوالے کیا جائے گا۔: [540, 834, 640, 982]
- article-text: اسلام آباد میں منعقدہ اجلاس میں KZK منصوبے پر پیش رفت کا جائزہ لیا گیا۔ حکام نے بتایا کہ منصوبے کا 18 فیصد کام مکمل ہو چکا ہے اور باقی کام مقررہ مدت میں مکمل کر لیا جائے گا۔ AJKCISS کے تحت بھی مختلف سکیمیں جاری ہیں۔: [540, 747, 641, 831]
- continuation-spacer: [241, 240, 287, 255]
- continuation-spacer: [241, 484, 287, 499]
- continuation-number: 63: [322, 351, 346, 366]
- continuation-number: 46: [764, 956, 788, 971]
- continuation-label: بقیہ: [723, 229, 747, 244]
- table-header: ٹینڈر جمع کروانے کی آخری تاریخ اور وقت: [124, 1030, 176, 1058]
- article-text: گھروں کی پیداوار 7 ہزار 898 میگاواٹ ہے۔ ونڈ پاور پلانٹس سے 925 میگاواٹ بجلی پیدا ہو رہی ہے۔ سولر پاور پلانٹس سے 195 جبکہ 133 نیوکلیئر پاور پلانٹس سے 3 ہزار 250 میگاواٹ بجلی پیدا ہو رہی ہے۔ ذرائع کا کہنا ہے کہ ملک بھر میں 8 گھنٹے تک بجلی کی لوڈشیڈنگ جاری ہے۔ لائن لاسز والے علاقوں میں 12 سے 14 گھنٹے کی لوڈشیڈنگ کی جا رہی ہے۔: [759, 1419, 864, 1546]
- continuation-box: [321, 350, 417, 367]
- fax-label: فیکس:: [738, 44, 770, 55]
- notice-date: 13-06-24: [19, 340, 68, 352]
- table-cell: 40,00000/-: [36, 1114, 77, 1142]
- continuation-box: [112, 122, 208, 139]
- continuation-box: [652, 340, 748, 357]
- logo-urdu: شاہین: [776, 31, 862, 61]
- article-text: کے کمانڈر ڈسٹرکٹ کونسل کے ممبران، وزراء اور دیگر معززین نے شرکت کی۔ تقریب سے خطاب کرتے ہوئے مقررین نے کہا کہ آزاد کشمیر حکومت تعلیم، صحت اور بنیادی ڈھانچے کی بہتری کے لیے انقلابی اقدامات کر رہی ہے۔ عوام کی فلاح و بہبود اولین ترجیح ہے۔: [319, 247, 419, 342]
- continuation-spacer: [788, 721, 834, 736]
- article-text: پولیس نے کارروائی کرتے ہوئے ملزمان کو گرفتار کر لیا اور مقدمہ درج کر کے تفتیش شروع کر دی۔ ایس ایس پی میرپور نے کہا کہ جرائم پیشہ عناصر کے خلاف بلا امتیاز کارروائی جاری رہے گی اور عوام کے جان و مال کا تحفظ یقینی بنایا جائے گا۔: [319, 500, 419, 584]
- continuation-spacer: [137, 123, 183, 138]
- eagle-icon: 🦅: [604, 43, 629, 68]
- continuation-number: 62: [322, 225, 346, 240]
- continuation-number: 72: [113, 521, 137, 536]
- mobile-label: موبائل:: [737, 56, 770, 67]
- notice-heading: از دفتر میونسپل کارپوریشن میرپور: [5, 301, 104, 329]
- table-cell: 27-06-2024 بوقت دن 10:00 بجے: [177, 1086, 234, 1114]
- continuation-box: [652, 990, 748, 1007]
- continuation-number: 43: [764, 619, 788, 634]
- signatory-office: ڈسٹرکٹ ہیڈکوارٹر ہسپتال بھمبر: [140, 1531, 306, 1545]
- continuation-number: 57: [433, 98, 457, 113]
- table-cell: 27-06-2024 بوقت دن 11:00 بجے: [177, 1114, 234, 1142]
- number-label: نمبر ایم سی: [67, 330, 104, 339]
- newspaper-logo: SHAHEEN شاہین میرپور · چیف ایڈیٹر: خالد چوہدری: [774, 16, 864, 92]
- article-text: گھروں کی پیداوار 7 ہزار 898 میگاواٹ ہے۔ ونڈ پاور پلانٹس سے 925 میگاواٹ بجلی پیدا ہو رہی ہے۔ سولر پاور پلانٹس سے 195 جبکہ 133 نیوکلیئر پاور پلانٹس سے 3 ہزار 250 میگاواٹ بجلی پیدا ہو رہی ہے۔ ذرائع کا کہنا ہے کہ ملک بھر میں 8 گھنٹے تک بجلی کی لوڈشیڈنگ جاری ہے۔ لائن لاسز والے علاقوں میں 12 سے 14 گھنٹے کی لوڈشیڈنگ کی جا رہی ہے۔: [759, 271, 864, 398]
- table-cell: 27-06-2024 بوقت دن 11:00 بجے: [124, 1086, 176, 1114]
- table-cell: 50,6000/-: [4, 1058, 37, 1086]
- article-text: میں دھاندلی الزامات کی تحقیقات کرے۔ پروفیسر ڈاکٹر مختار احمد نے وزیراعظم چوہدری سے ملاقات کی۔ تعاون تنظیم سارک بھی بحال کرنے پر زور دیا گیا۔ انہوں نے کہا کہ خطے میں امن و استحکام کے لیے تمام فریقین کو مل کر کام کرنا ہوگا۔: [426, 214, 533, 298]
- article-text: یونین روپے تقریباً 6 لاکھ 50 ہزار ڈالر جمع کر لیے گئے۔ پبلک سروس میڈیا پی ایس ایم کے زیر اہتمام ٹیلی تھون 15 گھنٹے تک جاری رہی، پی ایس ایم کے مطابق مختلف سرکاری اور ریاستی اداروں، اسکولوں، کمپنیوں اور عوام کی جانب سے 93 لاکھ 90 ہزار 647 روبل اور 31 ہزار 732 ڈالر کا عطیہ دیا گیا۔ یہ فنڈ مشرق وسطیٰ میں فلسطینی پناہ گزینوں کے لیے اقوام متحدہ کی ریلیف ایجنسی کے حوالے کیا جائے گا۔: [215, 604, 313, 752]
- email-gmail[interactable]: dailyshaheen@gmail.com: [648, 73, 746, 82]
- continuation-label: بقیہ: [503, 192, 527, 207]
- article-text: پولیس نے کارروائی کرتے ہوئے ملزمان کو گرفتار کر لیا اور مقدمہ درج کر کے تفتیش شروع کر دی۔ ایس ایس پی میرپور نے کہا کہ جرائم پیشہ عناصر کے خلاف بلا امتیاز کارروائی جاری رہے گی اور عوام کے جان و مال کا تحفظ یقینی بنایا جائے گا۔: [215, 383, 312, 477]
- continuation-label: بقیہ: [834, 619, 858, 634]
- continuation-spacer: [788, 833, 834, 848]
- mobile-number: 0300-5468808: [661, 56, 734, 67]
- continuation-label: بقیہ: [834, 1068, 858, 1083]
- table-row: [4, 1058, 312, 1086]
- article-text: میں ہوا جس میں شعبہ جات کے سربراہان نے شرکت کی۔ اجلاس میں ترقیاتی منصوبوں پر تفصیلی بریفنگ دی گئی اور بروقت تکمیل کی ہدایت کی گئی۔ انہوں نے کہا کہ عوامی مسائل کے حل کے لیے تمام وسائل بروئے کار لائے جائیں گے۔: [215, 757, 312, 841]
- article-text: میں ہوا جس میں شعبہ جات کے سربراہان نے شرکت کی۔ اجلاس میں ترقیاتی منصوبوں پر تفصیلی بریفنگ دی گئی اور بروقت تکمیل کی ہدایت کی گئی۔ انہوں نے کہا کہ عوامی مسائل کے حل کے لیے تمام وسائل بروئے کار لائے جائیں گے۔: [540, 96, 640, 180]
- continuation-spacer: [677, 991, 723, 1006]
- continuation-number: 41: [764, 405, 788, 420]
- dc-auction-ad: [315, 1158, 536, 1551]
- continuation-spacer: [677, 645, 723, 660]
- continuation-box: [112, 520, 208, 537]
- continuation-label: بقیہ: [834, 251, 858, 266]
- table-header: نام مد: [234, 1030, 290, 1058]
- notice-footer: اسٹیٹ آفیسر میونسپل کارپوریشن میرپور: [14, 573, 95, 593]
- table-row: [4, 1114, 312, 1142]
- article-text: بجٹ 2024-25 میں ترقیاتی بجٹ کے لیے خطیر رقم مختص کی گئی ہے۔ وزیر خزانہ نے کہا کہ ٹیکس نیٹ کو وسعت دی جائے گی اور غیر ضروری اخراجات میں کمی کی جائے گی۔ 1994 کے بعد پہلی بار اتنے بڑے پیمانے پر اصلاحات متعارف کرائی جا رہی ہیں۔: [215, 260, 313, 355]
- continuation-spacer: [677, 879, 723, 894]
- page-body: [0, 14, 866, 1551]
